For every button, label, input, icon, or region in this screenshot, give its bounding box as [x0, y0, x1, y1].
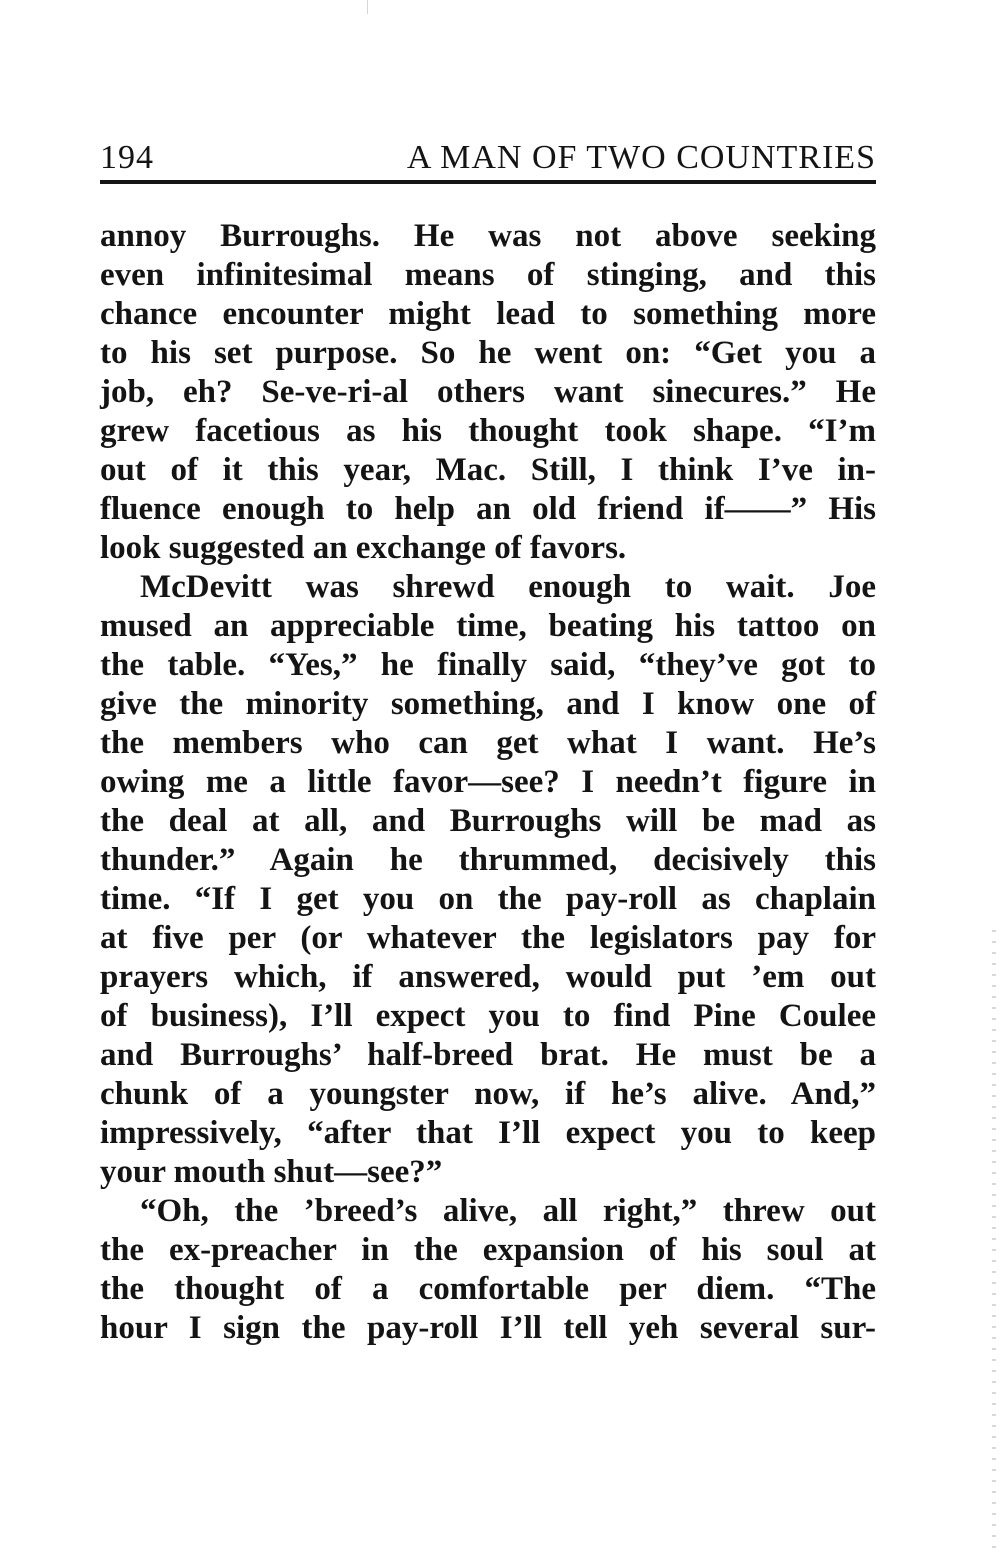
text-line: thunder.” Again he thrummed, decisively this [100, 842, 876, 878]
text-line: the thought of a comfortable per diem. “The [100, 1271, 876, 1307]
text-line: prayers which, if answered, would put ’em out [100, 959, 876, 995]
text-line: the members who can get what I want. He’s [100, 725, 876, 761]
text-line: and Burroughs’ half-breed brat. He must be a [100, 1037, 876, 1073]
text-line: chance encounter might lead to something more [100, 296, 876, 332]
text-line: the ex-preacher in the expansion of his soul at [100, 1232, 876, 1268]
text-line: out of it this year, Mac. Still, I think I’ve in- [100, 452, 876, 488]
text-line: job, eh? Se-ve-ri-al others want sinecures.” He [100, 374, 876, 410]
text-line: fluence enough to help an old friend if——” His [100, 491, 876, 527]
text-line: look suggested an exchange of favors. [100, 530, 627, 566]
text-line: the deal at all, and Burroughs will be mad as [100, 803, 876, 839]
text-line: of business), I’ll expect you to find Pine Coulee [100, 998, 876, 1034]
text-line: give the minority something, and I know one of [100, 686, 876, 722]
text-line: impressively, “after that I’ll expect you to keep [100, 1115, 876, 1151]
scan-mark [367, 0, 368, 14]
body-text [100, 217, 876, 1348]
text-line: “Oh, the ’breed’s alive, all right,” threw out [140, 1193, 876, 1229]
scan-edge-noise [992, 930, 996, 1550]
text-line: the table. “Yes,” he finally said, “they’ve got to [100, 647, 876, 683]
running-title: A MAN OF TWO COUNTRIES [406, 139, 876, 176]
text-line: McDevitt was shrewd enough to wait. Joe [140, 569, 876, 605]
text-line: hour I sign the pay-roll I’ll tell yeh several sur- [100, 1310, 876, 1346]
header-rule [100, 180, 876, 184]
text-line: time. “If I get you on the pay-roll as chaplain [100, 881, 876, 917]
text-line: annoy Burroughs. He was not above seeking [100, 218, 876, 254]
text-line: owing me a little favor—see? I needn’t figure in [100, 764, 876, 800]
text-line: at five per (or whatever the legislators pay for [100, 920, 876, 956]
text-line: chunk of a youngster now, if he’s alive. And,” [100, 1076, 876, 1112]
page-number: 194 [100, 139, 154, 176]
text-line: mused an appreciable time, beating his tattoo on [100, 608, 876, 644]
text-line: grew facetious as his thought took shape. “I’m [100, 413, 876, 449]
text-line: even infinitesimal means of stinging, and this [100, 257, 876, 293]
text-line: your mouth shut—see?” [100, 1154, 443, 1190]
page-header [100, 136, 876, 180]
text-line: to his set purpose. So he went on: “Get you a [100, 335, 876, 371]
